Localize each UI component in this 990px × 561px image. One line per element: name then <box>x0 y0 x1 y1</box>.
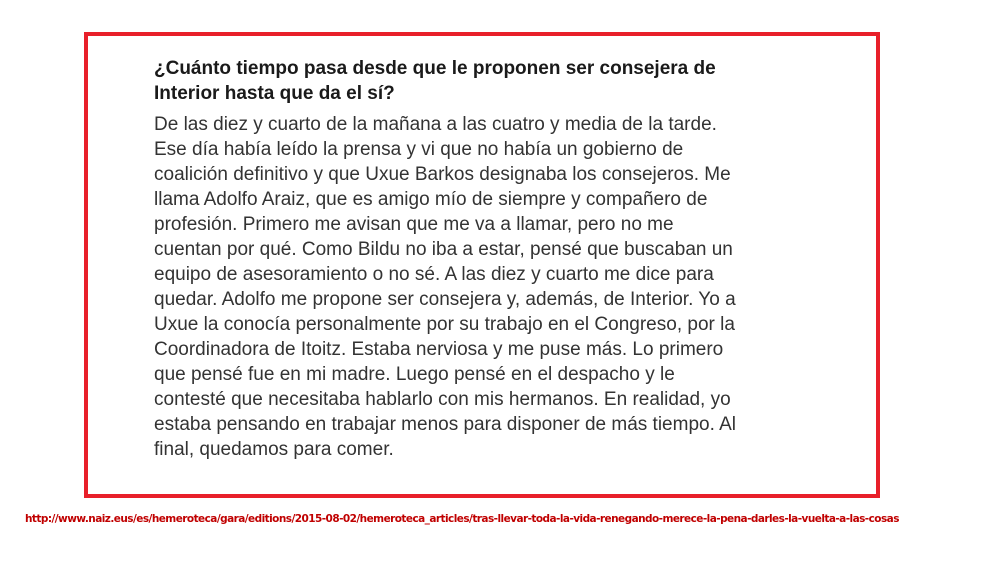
highlight-frame <box>84 32 880 498</box>
source-url-link[interactable]: http://www.naiz.eus/es/hemeroteca/gara/editions/2015-08-02/hemeroteca_articles/tras-llevar-toda-la-vida-renegando-merece-la-pena-darles-la-vuelta-a-las-cosas <box>25 513 899 525</box>
article-excerpt <box>154 56 744 462</box>
interview-answer: De las diez y cuarto de la mañana a las cuatro y media de la tarde. Ese día había leído la prensa y vi que no había un gobierno de coalición definitivo y que Uxue Barkos designaba los consejeros. Me llama Adolfo Araiz, que es amigo mío de siempre y compañero de profesión. Primero me avisan que me va a llamar, pero no me cuentan por qué. Como Bildu no iba a estar, pensé que buscaban un equipo de asesoramiento o no sé. A las diez y cuarto me dice para quedar. Adolfo me propone ser consejera y, además, de Interior. Yo a Uxue la conocía personalmente por su trabajo en el Congreso, por la Coordinadora de Itoitz. Estaba nerviosa y me puse más. Lo primero que pensé fue en mi madre. Luego pensé en el despacho y le contesté que necesitaba hablarlo con mis hermanos. En realidad, yo estaba pensando en trabajar menos para disponer de más tiempo. Al final, quedamos para comer. <box>154 114 736 460</box>
interview-question: ¿Cuánto tiempo pasa desde que le proponen ser consejera de Interior hasta que da el sí? <box>154 58 716 104</box>
